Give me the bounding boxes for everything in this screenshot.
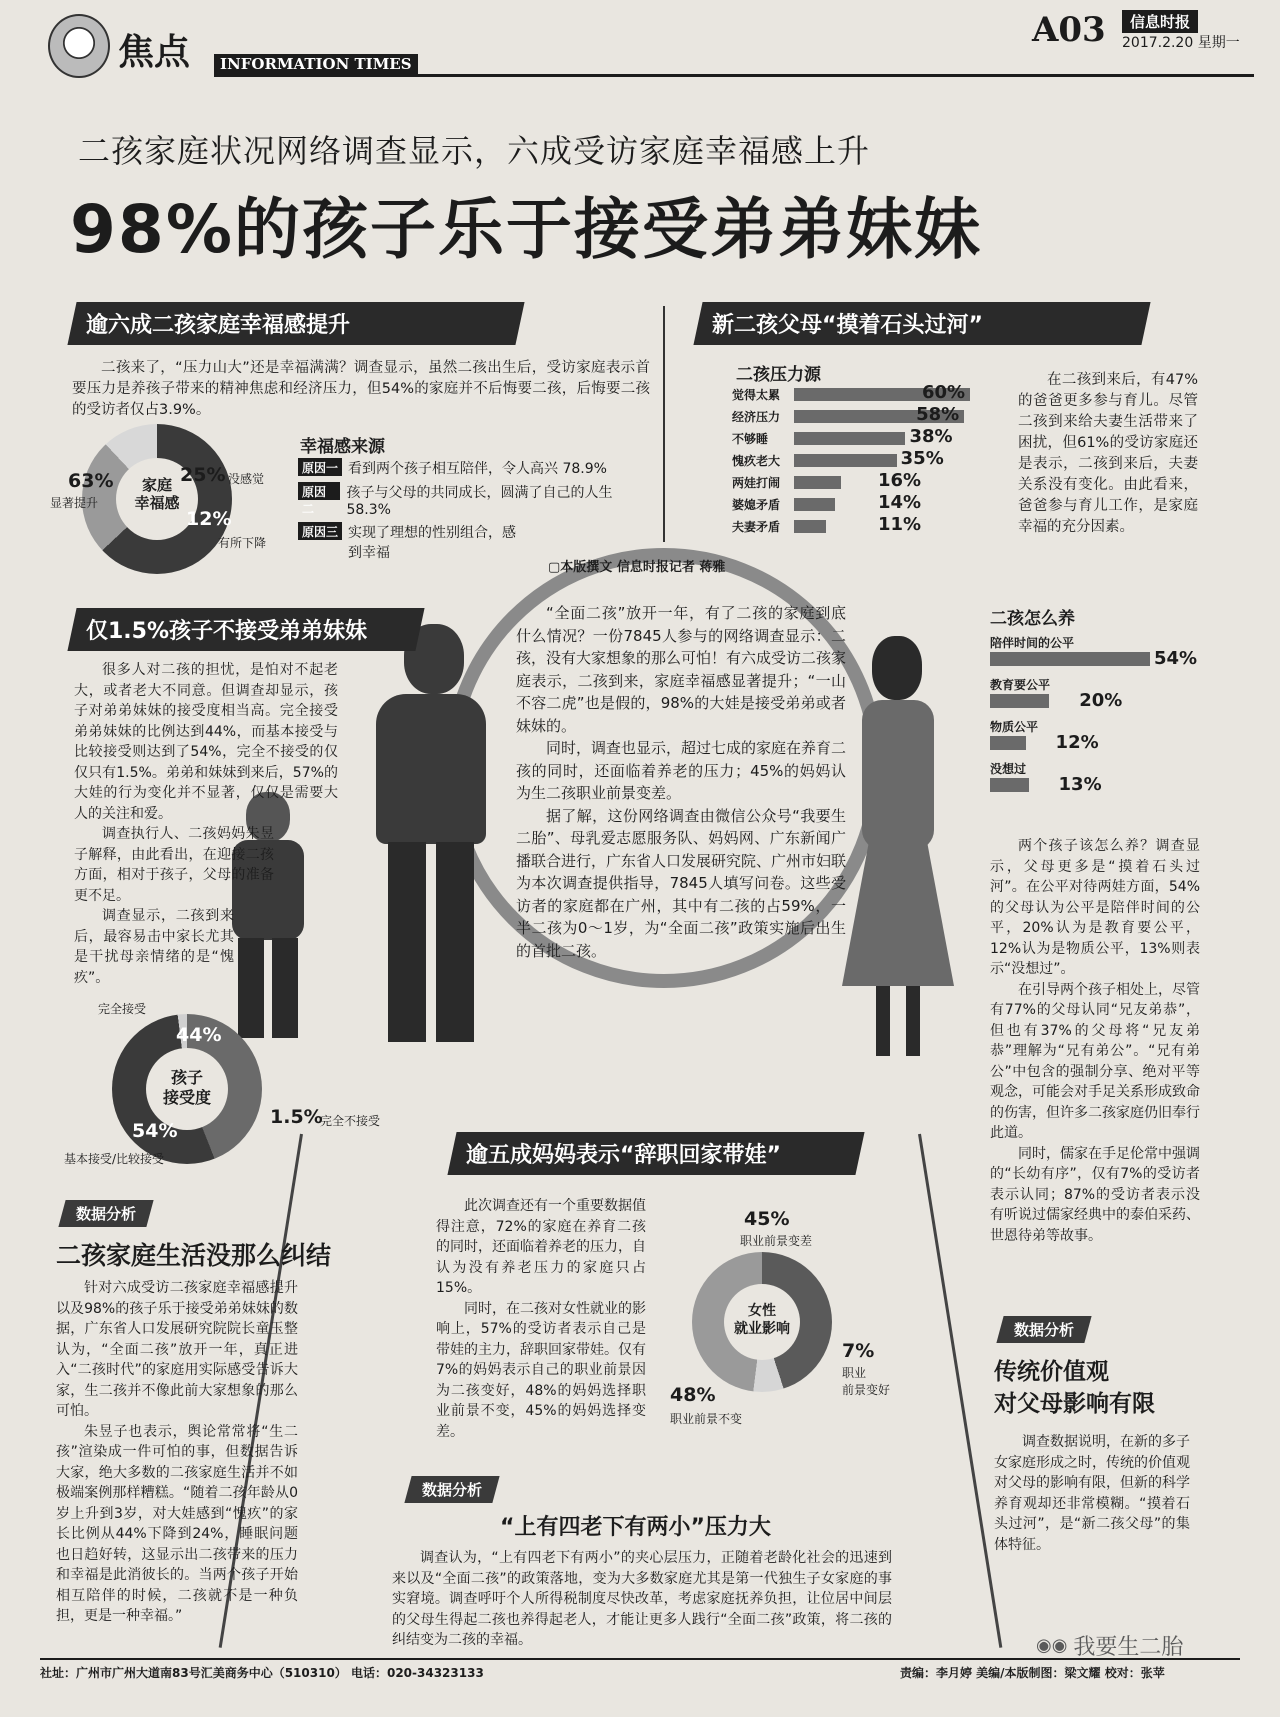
raise-bar-chart (990, 634, 1230, 804)
pressure-bar-row (732, 494, 1012, 514)
section-name: 焦点 (118, 31, 191, 73)
pressure-bar-chart (732, 384, 1012, 536)
donut-b-value: 7% (842, 1340, 875, 1362)
pressure-bar-value: 11% (878, 514, 922, 535)
center-article (516, 602, 846, 962)
pressure-chart-title: 二孩压力源 (736, 365, 821, 385)
sec3-paragraph: 很多人对二孩的担忧，是怕对不起老大，或者老大不同意。但调查却显示，孩子对弟弟妹妹的接受度相当高。完全接受弟弟妹妹的比例达到44%，而基本接受与比较接受则达到了54%，完全不接受的仅仅只有1.5%。弟弟和妹妹到来后，57%的大娃的行为变化并不显著，仅仅是需要大人的关注和爱。 (74, 662, 338, 822)
raise-bar (990, 652, 1150, 666)
donut-a-label: 职业前景变差 (740, 1234, 813, 1248)
footer-address: 社址：广州市广州大道南83号汇美商务中心（510310） 电话：020-34323133 (40, 1666, 484, 1680)
donut-c-label: 职业前景不变 (670, 1412, 743, 1426)
raise-article (990, 836, 1200, 1246)
byline: ▢本版撰文 信息时报记者 蒋雅 (548, 560, 726, 575)
sec3-title: 仅1.5%孩子不接受弟弟妹妹 (67, 608, 424, 651)
analysis3-article: 调查数据说明，在新的多子女家庭形成之时，传统的价值观对父母的影响有限，但新的科学养育观却还非常模糊。“摸着石头过河”，是“新二孩父母”的集体特征。 (994, 1434, 1190, 1553)
raise-paragraph: 两个孩子该怎么养？调查显示，父母更多是“摸着石头过河”。在公平对待两娃方面，54%的父母认为公平是陪伴时间的公平，20%认为是教育要公平，12%认为是物质公平，13%则表示“没想过”。 (990, 838, 1200, 977)
donut-a-label: 显著提升 (50, 496, 99, 510)
happiness-sources-list (298, 458, 648, 562)
donut-c-value: 48% (670, 1384, 716, 1406)
source-text: 实现了理想的性别组合，感到幸福 (348, 525, 517, 561)
pressure-bar-row (732, 450, 1012, 470)
raise-bar-label: 陪伴时间的公平 (990, 636, 1075, 650)
pressure-bar-row (732, 516, 1012, 536)
pressure-bar-value: 14% (878, 492, 922, 513)
donut-b-label: 没感觉 (228, 472, 265, 486)
donut-c-label: 完全不接受 (320, 1114, 381, 1128)
source-item (298, 482, 648, 518)
pressure-bar (794, 498, 835, 511)
masthead-rule (214, 74, 1254, 77)
mother-silhouette-icon (842, 636, 962, 1066)
donut-c-value: 1.5% (270, 1106, 323, 1128)
center-paragraph: 同时，调查也显示，超过七成的家庭在养育二孩的同时，还面临着养老的压力；45%的妈妈认为生二孩职业前景变差。 (516, 739, 847, 802)
analysis1-article (56, 1278, 298, 1627)
raise-paragraph: 同时，儒家在手足伦常中强调的“长幼有序”，仅有7%的受访者表示认同；87%的受访者表示没有听说过儒家经典中的泰伯采药、世恩待弟等故事。 (990, 1145, 1200, 1244)
column-divider (663, 306, 665, 542)
donut-c-value: 12% (186, 508, 232, 530)
raise-paragraph: 在引导两个孩子相处上，尽管有77%的父母认同“兄友弟恭”，但也有37%的父母将“兄友弟恭”理解为“兄有弟公”。“兄有弟公”中包含的强制分享、绝对平等观念，可能会对手足关系形成致命的伤害，但许多二孩家庭仍旧奉行此道。 (990, 981, 1200, 1141)
raise-bar (990, 694, 1049, 708)
sec3-paragraph: 调查显示，二孩到来后，最容易击中家长尤其是干扰母亲情绪的是“愧疚”。 (74, 908, 234, 986)
sec4-title: 逾五成妈妈表示“辞职回家带娃” (447, 1132, 864, 1175)
analysis1-paragraph: 朱昱子也表示，舆论常常将“生二孩”渲染成一件可怕的事，但数据告诉大家，绝大多数的二孩家庭生活并不如极端案例那样糟糕。“随着二孩年龄从0岁上升到3岁，对大娃感到“愧疚”的家长比例从44%下降到24%，睡眠问题也日趋好转，这显示出二孩带来的压力和幸福是此消彼长的。当两个孩子开始相互陪伴的时候，二孩就不是一种负担，更是一种幸福。” (56, 1423, 298, 1624)
analysis3-title: 传统价值观 对父母影响有限 (994, 1359, 1155, 1417)
pressure-bar-label: 觉得太累 (732, 388, 781, 402)
analysis3-tag: 数据分析 (996, 1316, 1091, 1343)
center-paragraph: “全面二孩”放开一年，有了二孩的家庭到底什么情况？一份7845人参与的网络调查显示：二孩，没有大家想象的那么可怕！有六成受访二孩家庭表示，二孩到来，家庭幸福感显著提升；“一山不容二虎”也是假的，98%的大娃是接受弟弟或者妹妹的。 (516, 604, 847, 735)
source-text: 看到两个孩子相互陪伴，令人高兴 78.9% (348, 461, 607, 477)
watermark-text: 我要生二胎 (1073, 1635, 1184, 1660)
pressure-bar-label: 经济压力 (732, 410, 781, 424)
raise-bar-value: 12% (1055, 732, 1099, 753)
raise-bar (990, 736, 1026, 750)
analysis2-title: “上有四老下有两小”压力大 (500, 1515, 771, 1540)
raise-bar-value: 20% (1079, 690, 1123, 711)
analysis1-tag: 数据分析 (58, 1200, 153, 1227)
donut-b-value: 25% (180, 464, 226, 486)
lion-mascot-icon (48, 14, 110, 78)
donut-b-value: 54% (132, 1120, 178, 1142)
donut-a-value: 44% (176, 1024, 222, 1046)
analysis2-article: 调查认为，“上有四老下有两小”的夹心层压力，正随着老龄化社会的迅速到来以及“全面二孩”的政策落地，变为大多数家庭尤其是第一代独生子女家庭的事实窘境。调查呼吁个人所得税制度尽快改革，考虑家庭抚养负担，让位居中间层的父母生得起二孩也养得起老人，才能让更多人践行“全面二孩”政策，将二孩的纠结变为二孩的幸福。 (392, 1550, 892, 1648)
raise-bar-label: 物质公平 (990, 720, 1039, 734)
source-tag: 原因三 (298, 522, 342, 540)
raise-bar-value: 54% (1154, 648, 1198, 669)
raise-bar-label: 教育要公平 (990, 678, 1051, 692)
brand-name: 信息时报 (1122, 10, 1198, 33)
analysis1-paragraph: 针对六成受访二孩家庭幸福感提升以及98%的孩子乐于接受弟弟妹妹的数据，广东省人口发展研究院院长童玉整认为，“全面二孩”放开一年，真正进入“二孩时代”的家庭用实际感受告诉大家，生二孩并不像此前大家想象的那么可怕。 (56, 1280, 298, 1419)
source-tag: 原因二 (298, 482, 340, 500)
page-number: A03 (1032, 10, 1106, 50)
donut-a-label: 完全接受 (98, 1002, 147, 1016)
acceptance-donut-center: 孩子 接受度 (162, 1068, 211, 1107)
pressure-bar (794, 454, 897, 467)
pressure-bar-row (732, 428, 1012, 448)
source-item (298, 458, 648, 478)
raise-chart-title: 二孩怎么养 (990, 609, 1075, 629)
sec1-title: 逾六成二孩家庭幸福感提升 (67, 302, 524, 345)
byline-text: 本版撰文 信息时报记者 蒋雅 (560, 560, 726, 575)
pressure-bar-value: 35% (900, 448, 944, 469)
sec2-title: 新二孩父母“摸着石头过河” (693, 302, 1150, 345)
happiness-donut-center: 家庭 幸福感 (134, 476, 180, 512)
pressure-bar-row (732, 406, 1012, 426)
headline-kicker: 二孩家庭状况网络调查显示，六成受访家庭幸福感上升 (78, 132, 871, 170)
sec2-side-text: 在二孩到来后，有47%的爸爸更多参与育儿。尽管二孩到来给夫妻生活带来了困扰，但61%的受访家庭还是表示，二孩到来后，夫妻关系没有变化。由此看来，爸爸参与育儿工作，是家庭幸福的充分因素。 (1018, 372, 1198, 535)
pressure-bar (794, 432, 905, 445)
sec4-paragraph: 此次调查还有一个重要数据值得注意，72%的家庭在养育二孩的同时，还面临着养老的压力，自认为没有养老压力的家庭只占15%。 (436, 1198, 646, 1296)
sec4-article (436, 1196, 646, 1442)
pressure-bar-value: 38% (909, 426, 953, 447)
raise-bar-label: 没想过 (990, 762, 1027, 776)
pressure-bar-label: 婆媳矛盾 (732, 498, 781, 512)
paper-name: INFORMATION TIMES (214, 54, 418, 74)
source-tag: 原因一 (298, 458, 342, 476)
sec3-paragraph: 调查执行人、二孩妈妈朱昱子解释，由此看出，在迎接二孩方面，相对于孩子，父母的准备更不足。 (74, 826, 274, 904)
pressure-bar-label: 夫妻矛盾 (732, 520, 781, 534)
employment-donut-center: 女性 就业影响 (734, 1303, 790, 1337)
raise-bar-value: 13% (1058, 774, 1102, 795)
pressure-bar-value: 60% (922, 382, 966, 403)
pressure-bar-row (732, 472, 1012, 492)
issue-date: 2017.2.20 星期一 (1122, 35, 1240, 51)
headline-main: 98%的孩子乐于接受弟弟妹妹 (70, 191, 982, 268)
sec3-article (74, 660, 338, 988)
source-text: 孩子与父母的共同成长，圆满了自己的人生 58.3% (346, 485, 613, 518)
analysis2-tag: 数据分析 (404, 1476, 499, 1503)
pressure-bar-label: 不够睡 (732, 432, 769, 446)
father-silhouette-icon (356, 624, 506, 1054)
pressure-bar-label: 愧疚老大 (732, 454, 781, 468)
donut-b-label: 职业 前景变好 (842, 1366, 891, 1397)
donut-c-label: 有所下降 (218, 536, 267, 550)
wechat-icon: ◉◉ (1036, 1635, 1068, 1656)
donut-a-value: 63% (68, 470, 114, 492)
happiness-sources-title: 幸福感来源 (300, 437, 385, 457)
center-paragraph: 据了解，这份网络调查由微信公众号“我要生二胎”、母乳爱志愿服务队、妈妈网、广东新闻广播联合进行，广东省人口发展研究院、广州市妇联为本次调查提供指导，7845人填写问卷。这些受访者的家庭都在广州，其中有二孩的占59%，一半二孩为0～1岁，为“全面二孩”政策实施后出生的首批二孩。 (516, 806, 847, 960)
pressure-bar (794, 520, 826, 533)
pressure-bar-value: 58% (916, 404, 960, 425)
donut-b-label: 基本接受/比较接受 (64, 1152, 165, 1166)
sec1-intro: 二孩来了，“压力山大”还是幸福满满？调查显示，虽然二孩出生后，受访家庭表示首要压力是养孩子带来的精神焦虑和经济压力，但54%的家庭并不后悔要二孩，后悔要二孩的受访者仅占3.9%。 (72, 360, 650, 418)
sec4-paragraph: 同时，在二孩对女性就业的影响上，57%的受访者表示自己是带娃的主力，辞职回家带娃。仅有7%的妈妈表示自己的职业前景因为二孩变好，48%的妈妈选择职业前景不变，45%的妈妈选择变差。 (436, 1300, 646, 1440)
wechat-watermark (1036, 1630, 1183, 1661)
masthead (40, 10, 1250, 80)
pressure-bar-label: 两娃打闹 (732, 476, 781, 490)
pressure-bar (794, 476, 841, 489)
analysis1-title: 二孩家庭生活没那么纠结 (56, 1241, 332, 1270)
raise-bar (990, 778, 1029, 792)
pressure-bar-value: 16% (878, 470, 922, 491)
donut-a-value: 45% (744, 1208, 790, 1230)
footer-credits: 责编：李月婷 美编/本版制图：梁文耀 校对：张苹 (900, 1666, 1165, 1680)
pressure-bar-row (732, 384, 1012, 404)
